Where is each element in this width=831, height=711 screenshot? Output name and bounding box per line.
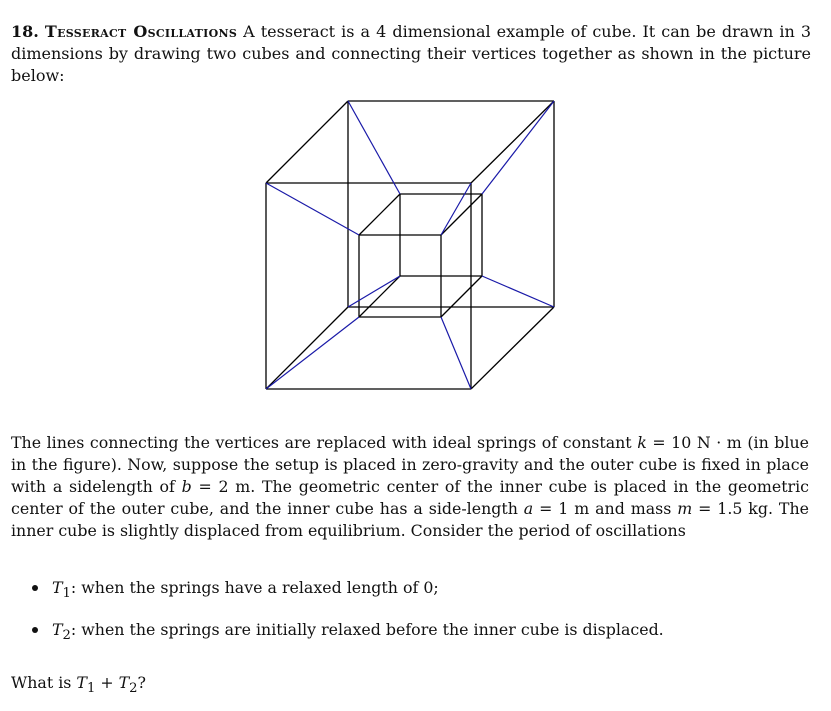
question-prefix: What is [11,673,77,692]
spring-edge [266,183,359,235]
problem-intro-text: A tesseract is a 4 dimensional example of cube. It can be drawn in 3 dimensions by drawing two cubes and connecting their vertices together as shown in the picture below: [11,22,812,85]
t1-symbol: T [52,578,63,597]
t1-text: : when the springs have a relaxed length of 0; [70,578,439,597]
bullet-item-t1 [32,577,664,605]
body-text-5: = 1.5 kg. The inner cube is slightly displaced from equilibrium. Consider the period of oscillations [11,499,809,540]
question-t2-symbol: T [118,673,130,692]
inner-cube-edge [359,194,400,235]
t2-subscript: 2 [62,628,71,644]
inner-cube-edge [441,276,482,317]
spring-edge [441,317,471,389]
spring-edge [482,276,554,307]
m-symbol: m [677,499,693,518]
spring-edge [482,101,554,194]
question-plus: + [95,673,119,692]
outer-cube-edge [471,307,554,389]
bullet-dot-icon [32,585,38,591]
outer-cube-edge [266,101,348,183]
a-symbol: a [523,499,534,518]
problem-title: Tesseract Oscillations [44,22,238,41]
spring-edge [266,317,359,389]
outer-cube-edge [266,307,348,389]
spring-edge [348,101,400,194]
t2-symbol: T [52,620,63,640]
k-symbol: k [637,433,647,452]
t1-subscript: 1 [62,586,71,602]
bullet-list [32,577,664,661]
outer-cube-edge [471,101,554,183]
problem-number: 18. [11,22,39,41]
bullet-item-t2 [32,619,664,647]
b-symbol: b [181,477,192,496]
question-t1-subscript: 1 [86,681,96,697]
t2-text: : when the springs are initially relaxed before the inner cube is displaced. [70,620,664,640]
body-text-1: The lines connecting the vertices are replaced with ideal springs of constant [11,433,638,452]
body-text-4: = 1 m and mass [533,499,678,518]
body-text-3: = 2 m. The geometric center of the inner cube is placed in the geometric center of the outer cube, and the inner cube has a side-length [11,477,809,518]
problem-body [11,432,809,542]
question [11,672,146,700]
question-t2-subscript: 2 [129,681,138,697]
bullet-dot-icon [32,627,38,633]
question-suffix: ? [137,673,146,692]
question-t1-symbol: T [76,673,87,692]
body-text-2: = 10 N · m (in blue in the figure). Now, suppose the setup is placed in zero-gravity and the outer cube is fixed in place with a sidelength of [11,433,809,496]
